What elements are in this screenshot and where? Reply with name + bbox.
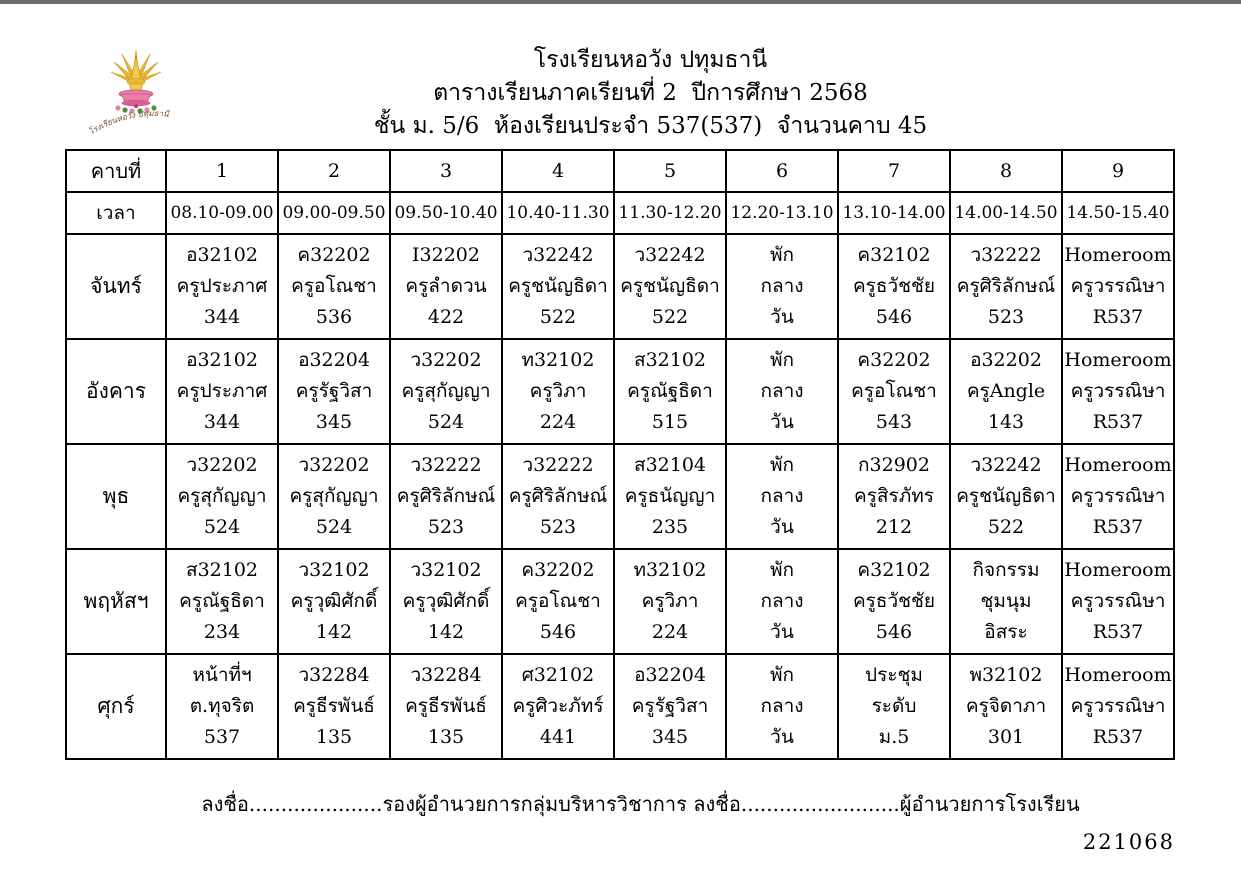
timetable-cell [390,339,502,444]
cell-line: ครูวรรณิษา [1070,485,1166,507]
cell-line: ครูวรรณิษา [1070,590,1166,612]
signature-line: ลงชื่อ.....................รองผู้อำนวยการกลุ่มบริหารวิชาการ ลงชื่อ.........................ผู้อำนวยการโรงเรียน [201,792,1080,816]
cell-line: 301 [987,726,1025,748]
cell-line: วัน [770,411,794,433]
document-code: 221068 [1082,830,1175,854]
timetable-cell [950,339,1062,444]
cell-line: กลาง [760,695,804,717]
cell-line: 235 [651,516,689,538]
time-slot: 12.20-13.10 [726,192,838,234]
cell-line: ครูชนัญธิดา [956,485,1056,507]
cell-line: ครูวุฒิศักดิ์ [402,590,490,612]
cell-line: Homeroom [1064,559,1172,581]
cell-line: 523 [987,306,1025,328]
cell-line: ระดับ [871,695,917,717]
cell-line: R537 [1092,621,1144,643]
period-number: 9 [1062,150,1174,192]
cell-line: 422 [427,306,465,328]
cell-line: 212 [875,516,913,538]
day-label: พุธ [66,444,166,549]
cell-line: ศ32102 [521,664,595,686]
cell-line: 345 [651,726,689,748]
cell-line: ครูอโณชา [291,275,377,297]
timetable-cell [950,234,1062,339]
period-number: 2 [278,150,390,192]
period-number: 4 [502,150,614,192]
cell-line: ครูวิภา [529,380,587,402]
cell-line: พัก [769,454,795,476]
cell-line: ครูธวัชชัย [852,590,936,612]
cell-line: 522 [987,516,1025,538]
cell-line: ครูศิริลักษณ์ [508,485,608,507]
cell-line: 522 [651,306,689,328]
timetable-cell [278,234,390,339]
cell-line: ว32284 [410,664,482,686]
cell-line: ว32202 [186,454,258,476]
timetable-cell [838,654,950,759]
cell-line: อ32102 [186,244,258,266]
time-slot: 09.50-10.40 [390,192,502,234]
cell-line: ว32242 [634,244,706,266]
table-row [66,234,1174,339]
cell-line: ครูศิวะภัทร์ [512,695,604,717]
cell-line: ว32222 [970,244,1042,266]
cell-line: 142 [427,621,465,643]
cell-line: ท32102 [521,349,595,371]
time-slot: 08.10-09.00 [166,192,278,234]
cell-line: 224 [651,621,689,643]
timetable-cell [614,444,726,549]
cell-line: ครูรัฐวิสา [295,380,373,402]
cell-line: 524 [427,411,465,433]
cell-line: ครูณัฐธิดา [179,590,265,612]
cell-line: ครูAngle [966,380,1046,402]
cell-line: 143 [987,411,1025,433]
time-slot: 14.50-15.40 [1062,192,1174,234]
cell-line: 546 [539,621,577,643]
time-header-row [66,192,1174,234]
cell-line: 546 [875,621,913,643]
timetable-cell [838,339,950,444]
period-number: 8 [950,150,1062,192]
cell-line: 536 [315,306,353,328]
cell-line: ว32242 [522,244,594,266]
timetable-cell [502,444,614,549]
cell-line: 135 [315,726,353,748]
cell-line: 344 [203,411,241,433]
cell-line: ครูศิริลักษณ์ [956,275,1056,297]
cell-line: ครูสุกัญญา [289,485,379,507]
cell-line: ประชุม [865,664,923,686]
time-slot: 14.00-14.50 [950,192,1062,234]
cell-line: ครูธวัชชัย [852,275,936,297]
cell-line: 345 [315,411,353,433]
cell-line: 523 [427,516,465,538]
cell-line: 234 [203,621,241,643]
table-row [66,444,1174,549]
cell-line: ว32242 [970,454,1042,476]
timetable-cell [726,654,838,759]
cell-line: 441 [539,726,577,748]
timetable-cell [166,654,278,759]
cell-line: I32202 [412,244,480,266]
cell-line: ครูสุกัญญา [401,380,491,402]
emblem-school-name: โรงเรียนหอวัง ปทุมธานี [87,108,170,137]
cell-line: ครูวิภา [641,590,699,612]
cell-line: วัน [770,621,794,643]
cell-line: อ32204 [298,349,370,371]
timetable-cell [1062,549,1174,654]
cell-line: Homeroom [1064,349,1172,371]
cell-line: ว32222 [522,454,594,476]
cell-line: ครูธีรพันธ์ [293,695,375,717]
timetable-cell [614,654,726,759]
table-row [66,339,1174,444]
cell-line: ว32102 [298,559,370,581]
semester-title: ตารางเรียนภาคเรียนที่ 2 ปีการศึกษา 2568 [433,80,868,106]
timetable-cell [950,444,1062,549]
time-slot: 13.10-14.00 [838,192,950,234]
cell-line: 344 [203,306,241,328]
cell-line: หน้าที่ฯ [192,664,252,686]
cell-line: ท32102 [633,559,707,581]
cell-line: ส32102 [185,559,259,581]
cell-line: ว32202 [410,349,482,371]
cell-line: ครูวรรณิษา [1070,275,1166,297]
period-number: 3 [390,150,502,192]
timetable-cell [1062,339,1174,444]
cell-line: พัก [769,664,795,686]
cell-line: ครูจิดาภา [965,695,1047,717]
timetable-cell [502,234,614,339]
timetable-cell [614,549,726,654]
cell-line: 543 [875,411,913,433]
timetable-cell [390,549,502,654]
cell-line: วัน [770,516,794,538]
timetable-cell [166,339,278,444]
cell-line: R537 [1092,516,1144,538]
cell-line: ค32102 [857,244,931,266]
cell-line: Homeroom [1064,664,1172,686]
cell-line: 546 [875,306,913,328]
cell-line: R537 [1092,726,1144,748]
cell-line: 515 [651,411,689,433]
timetable-cell [166,549,278,654]
cell-line: อ32204 [634,664,706,686]
period-number: 5 [614,150,726,192]
cell-line: ครูธีรพันธ์ [405,695,487,717]
day-label: พฤหัสฯ [66,549,166,654]
cell-line: Homeroom [1064,244,1172,266]
cell-line: ครูณัฐธิดา [627,380,713,402]
period-header-label: คาบที่ [66,150,166,192]
timetable-cell [502,339,614,444]
cell-line: ก32902 [858,454,930,476]
day-label: อังคาร [66,339,166,444]
cell-line: ครูวรรณิษา [1070,380,1166,402]
cell-line: ว32222 [410,454,482,476]
cell-line: ครูอโณชา [515,590,601,612]
cell-line: ส32102 [633,349,707,371]
table-row [66,654,1174,759]
period-header-row [66,150,1174,192]
timetable-cell [726,339,838,444]
time-slot: 09.00-09.50 [278,192,390,234]
cell-line: พ32102 [969,664,1043,686]
table-row [66,549,1174,654]
timetable-cell [166,444,278,549]
cell-line: R537 [1092,411,1144,433]
period-number: 7 [838,150,950,192]
cell-line: ครูรัฐวิสา [631,695,709,717]
cell-line: ครูวรรณิษา [1070,695,1166,717]
time-header-label: เวลา [66,192,166,234]
cell-line: วัน [770,726,794,748]
cell-line: 523 [539,516,577,538]
cell-line: พัก [769,559,795,581]
timetable-cell [838,444,950,549]
timetable-cell [1062,654,1174,759]
timetable-cell [1062,234,1174,339]
cell-line: 524 [203,516,241,538]
timetable-cell [166,234,278,339]
timetable-cell [838,234,950,339]
cell-line: ครูสิรภัทร [854,485,934,507]
timetable-cell [614,339,726,444]
cell-line: วัน [770,306,794,328]
cell-line: กลาง [760,275,804,297]
cell-line: ครูประภาศ [176,275,268,297]
cell-line: 524 [315,516,353,538]
cell-line: 142 [315,621,353,643]
school-emblem-icon [84,46,188,138]
timetable-cell [950,654,1062,759]
day-label: จันทร์ [66,234,166,339]
timetable-cell [614,234,726,339]
cell-line: 537 [203,726,241,748]
cell-line: ครูอโณชา [851,380,937,402]
class-title: ชั้น ม. 5/6 ห้องเรียนประจำ 537(537) จำนวนคาบ 45 [373,113,928,139]
cell-line: ครูสุกัญญา [177,485,267,507]
cell-line: กิจกรรม [972,559,1040,581]
cell-line: กลาง [760,485,804,507]
timetable-cell [278,339,390,444]
cell-line: ครูประภาศ [176,380,268,402]
day-label: ศุกร์ [66,654,166,759]
cell-line: ครูชนัญธิดา [508,275,608,297]
cell-line: ครูธนัญญา [624,485,716,507]
cell-line: ม.5 [878,726,910,748]
timetable-cell [390,654,502,759]
cell-line: ค32202 [857,349,931,371]
timetable-cell [278,654,390,759]
timetable-cell [950,549,1062,654]
period-number: 6 [726,150,838,192]
cell-line: อ32102 [186,349,258,371]
timetable-cell [726,234,838,339]
cell-line: อ32202 [970,349,1042,371]
timetable-cell [390,234,502,339]
cell-line: ค32202 [521,559,595,581]
cell-line: Homeroom [1064,454,1172,476]
cell-line: R537 [1092,306,1144,328]
cell-line: ว32284 [298,664,370,686]
cell-line: ครูลำดวน [405,275,487,297]
cell-line: ชุมนุม [980,590,1032,612]
timetable-cell [502,549,614,654]
cell-line: 224 [539,411,577,433]
cell-line: ต.ทุจริต [189,695,255,717]
timetable-cell [502,654,614,759]
timetable-cell [390,444,502,549]
cell-line: พัก [769,244,795,266]
period-number: 1 [166,150,278,192]
timetable-cell [726,444,838,549]
timetable-cell [726,549,838,654]
cell-line: ส32104 [633,454,707,476]
time-slot: 10.40-11.30 [502,192,614,234]
cell-line: ครูวุฒิศักดิ์ [290,590,378,612]
page-header [0,0,1241,143]
cell-line: ว32202 [298,454,370,476]
timetable-cell [1062,444,1174,549]
cell-line: กลาง [760,590,804,612]
school-name-title: โรงเรียนหอวัง ปทุมธานี [533,47,768,73]
cell-line: อิสระ [984,621,1028,643]
timetable-cell [278,444,390,549]
timetable-cell [278,549,390,654]
cell-line: 522 [539,306,577,328]
cell-line: ค32102 [857,559,931,581]
cell-line: กลาง [760,380,804,402]
timetable [65,149,1175,760]
timetable-cell [838,549,950,654]
cell-line: ครูศิริลักษณ์ [396,485,496,507]
time-slot: 11.30-12.20 [614,192,726,234]
cell-line: พัก [769,349,795,371]
cell-line: ว32102 [410,559,482,581]
cell-line: 135 [427,726,465,748]
cell-line: ครูชนัญธิดา [620,275,720,297]
cell-line: ค32202 [297,244,371,266]
